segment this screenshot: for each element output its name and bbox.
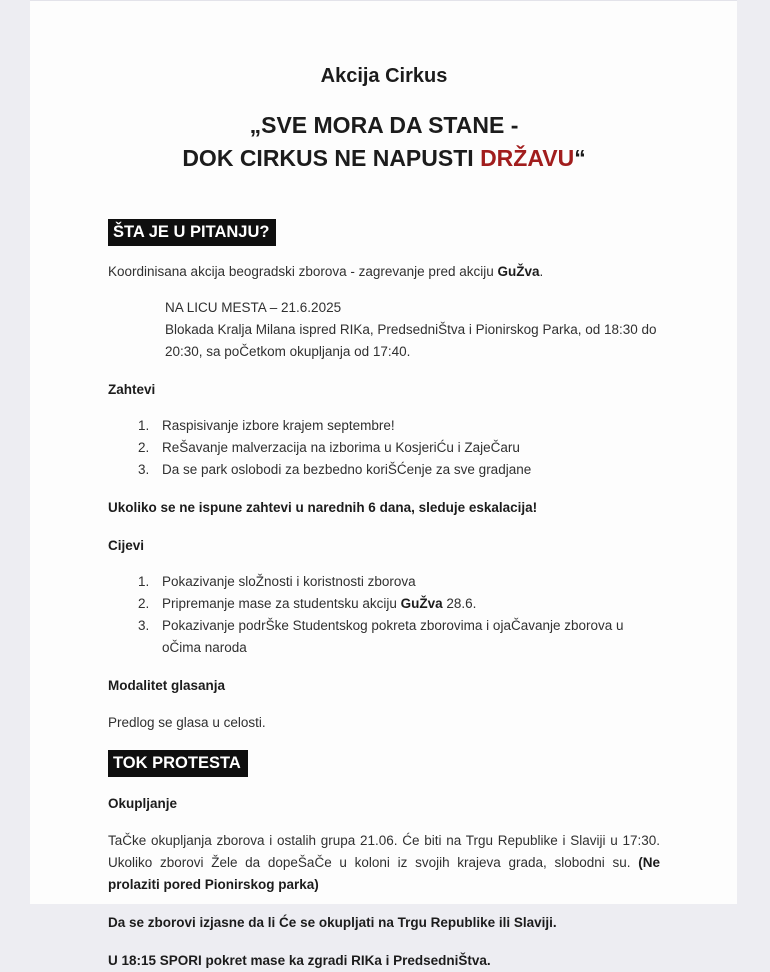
okupljanje-heading: Okupljanje [108,796,178,811]
list-item-text [162,593,476,615]
list-item-text-main: Pokazivanje podrŠke Studentskog pokreta zborovima i ojaČavanje zborova u oČima naroda [162,618,624,655]
list-item-text-main: Pokazivanje sloŽnosti i koristnosti zborova [162,574,416,589]
cijevi-list [108,571,660,659]
section-header-wrap [108,750,660,777]
doc-title: Akcija Cirkus [320,65,448,87]
list-item-text [162,615,660,659]
list-item-text-main: ReŠavanje malverzacija na izborima u KosjeriĆu i ZajeČaru [162,440,520,455]
spori-line: U 18:15 SPORI pokret mase ka zgradi RIKa i PredsedniŠtva. [108,953,491,968]
list-item-text [162,459,531,481]
document-content [30,1,737,972]
list-item-text [162,415,395,437]
modalitet-heading: Modalitet glasanja [108,678,226,693]
list-item-text-main: Raspisivanje izbore krajem septembre! [162,418,395,433]
intro-text: Koordinisana akcija beogradski zborova - zagrevanje pred akciju [108,264,498,279]
subtitle-highlight-red: DRŽAVU [480,145,575,171]
subtitle-line-1: „SVE MORA DA STANE - [249,112,519,138]
list-item-number: 2. [138,440,150,455]
list-item [108,437,660,459]
section-header-wrap [108,219,660,246]
list-item-text [162,437,520,459]
list-item [108,459,660,481]
list-item-number: 3. [138,618,150,633]
cijevi-heading: Cijevi [108,538,145,553]
list-item-text [162,571,416,593]
section-header-tok-protesta: TOK PROTESTA [108,750,248,777]
modalitet-text: Predlog se glasa u celosti. [108,715,266,730]
intro-paragraph [108,261,660,283]
escalation-warning: Ukoliko se ne ispune zahtevi u narednih 6 dana, sleduje eskalacija! [108,500,538,515]
gathering-bold-note: (Ne prolaziti pored Pionirskog parka) [108,855,660,892]
zahtevi-list [108,415,660,481]
onsite-block [108,297,660,363]
intro-period: . [539,264,544,279]
list-item-number: 2. [138,596,150,611]
onsite-line-1: NA LICU MESTA – 21.6.2025 [165,300,342,315]
list-item-number: 1. [138,418,150,433]
list-item-text-main: Pripremanje mase za studentsku akciju [162,596,401,611]
document-page [30,0,737,968]
list-item-number: 3. [138,462,150,477]
list-item-text-main: Da se park oslobodi za bezbedno koriŠĆenje za sve gradjane [162,462,532,477]
list-item [108,571,660,593]
subtitle-closing-quote: “ [574,145,586,171]
list-item-text-suffix: 28.6. [442,596,477,611]
zahtevi-heading: Zahtevi [108,382,156,397]
section-header-sta-je-u-pitanju: ŠTA JE U PITANJU? [108,219,276,246]
gathering-paragraph [108,830,660,896]
subtitle-line-2 [108,142,660,175]
gathering-text: TaČke okupljanja zborova i ostalih grupa 21.06. Će biti na Trgu Republike i Slaviji u 17:30. Ukoliko zborovi Žele da dopeŠaČe u koloni iz svojih krajeva grada, slobodni su. [108,833,660,870]
list-item [108,415,660,437]
doc-subtitle [108,109,660,175]
list-item [108,593,660,615]
onsite-line-2: Blokada Kralja Milana ispred RIKa, PredsedniŠtva i Pionirskog Parka, od 18:30 do 20:30, sa poČetkom okupljanja od 17:40. [165,322,657,359]
list-item-number: 1. [138,574,150,589]
izjasne-line: Da se zborovi izjasne da li Će se okupljati na Trgu Republike ili Slaviji. [108,915,557,930]
intro-bold-guzva: GuŽva [497,264,540,279]
list-item [108,615,660,659]
list-item-text-bold: GuŽva [400,596,443,611]
subtitle-line2-prefix: DOK CIRKUS NE NAPUSTI [182,145,481,171]
